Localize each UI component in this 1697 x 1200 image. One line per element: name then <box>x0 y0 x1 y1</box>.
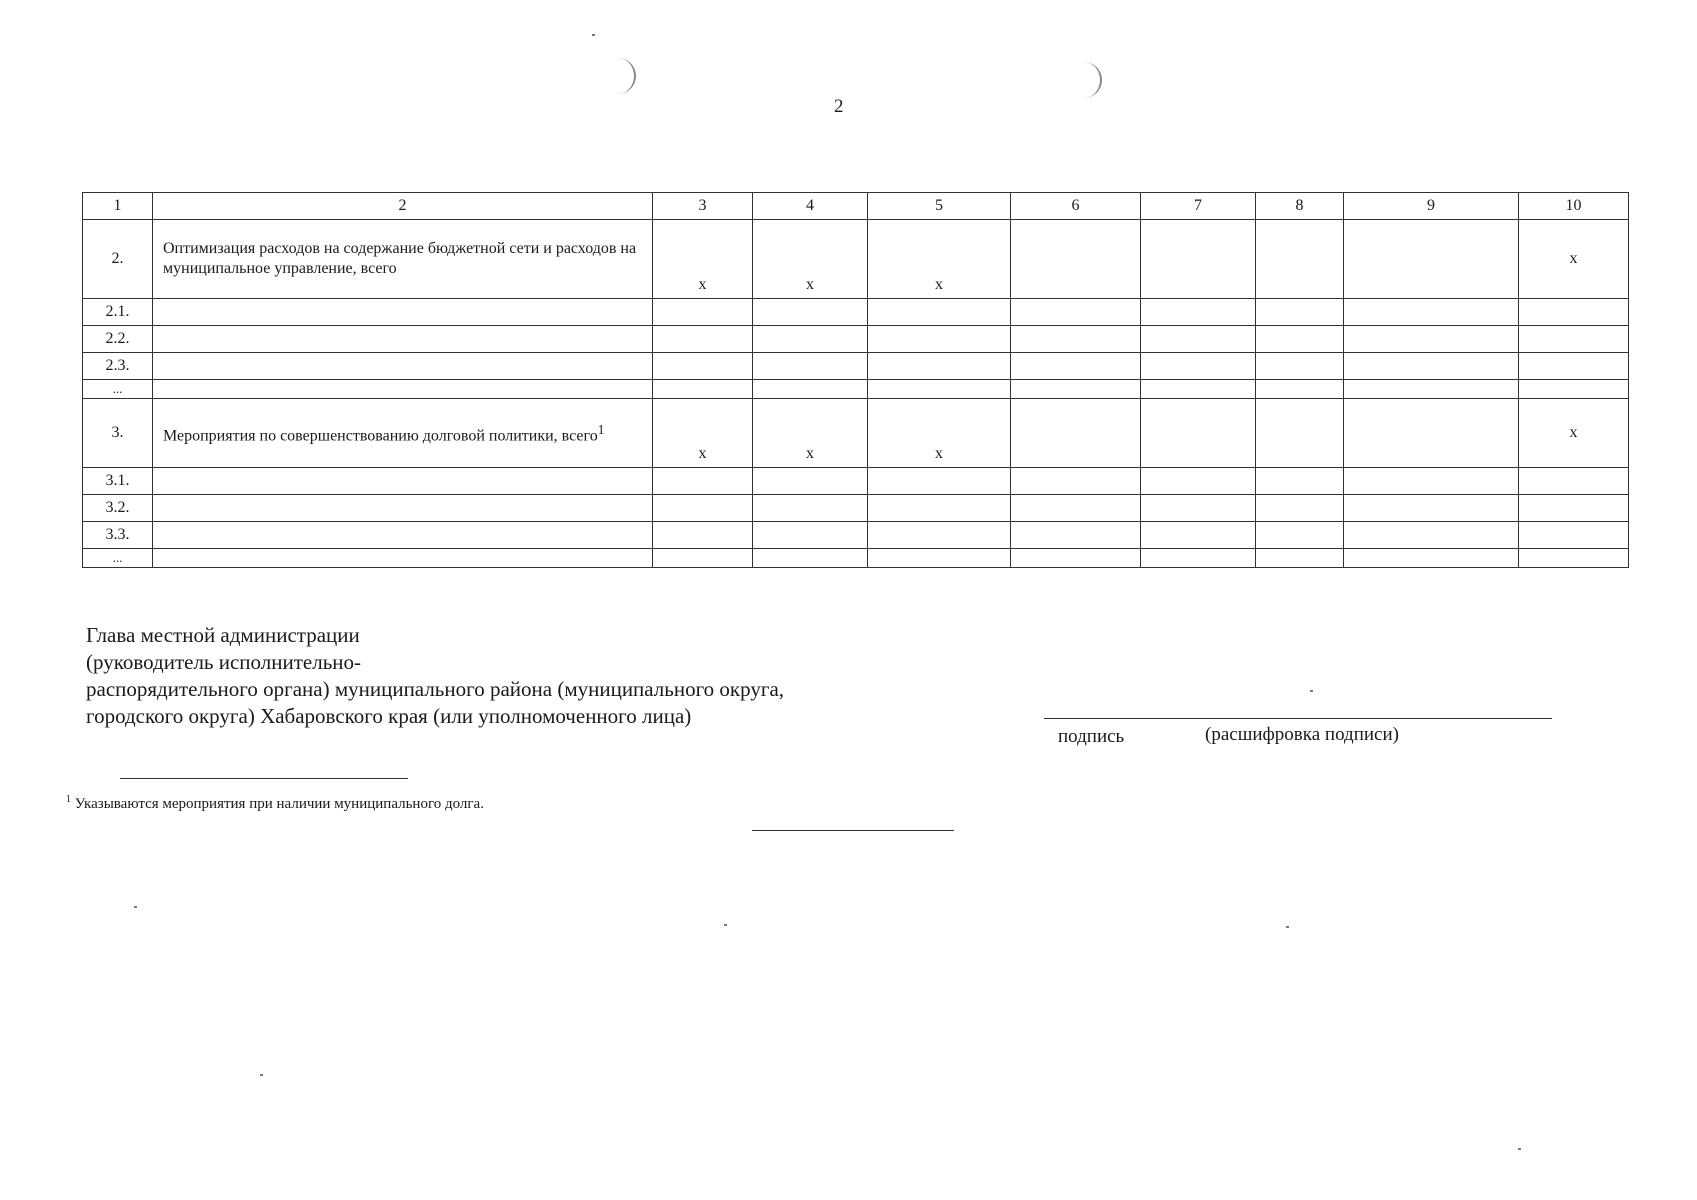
column-header: 8 <box>1256 193 1344 220</box>
row-mark: x <box>753 399 868 468</box>
signature-decode-caption: (расшифровка подписи) <box>1205 724 1399 745</box>
signatory-title <box>86 622 784 730</box>
scan-speck <box>724 924 727 926</box>
row-number: 3.3. <box>83 522 153 549</box>
row-mark: x <box>753 220 868 299</box>
column-header: 2 <box>153 193 653 220</box>
row-number: ... <box>83 380 153 399</box>
table-row <box>83 353 1629 380</box>
scan-speck <box>1518 1148 1521 1150</box>
column-header: 5 <box>868 193 1011 220</box>
table-row <box>83 468 1629 495</box>
column-header: 3 <box>653 193 753 220</box>
row-mark: x <box>868 220 1011 299</box>
row-number: ... <box>83 549 153 568</box>
row-description: Оптимизация расходов на содержание бюджетной сети и расходов на муниципальное управление, всего <box>153 220 653 299</box>
signatory-line: распорядительного органа) муниципального района (муниципального округа, <box>86 677 785 701</box>
scan-speck <box>1286 926 1289 928</box>
table-row <box>83 522 1629 549</box>
column-header: 9 <box>1344 193 1519 220</box>
table-header-row <box>83 193 1629 220</box>
row-mark: x <box>653 220 753 299</box>
footnote-marker: 1 <box>66 794 71 805</box>
signature-caption: подпись <box>1058 726 1125 747</box>
column-header: 1 <box>83 193 153 220</box>
row-cell <box>1256 399 1344 468</box>
row-number: 2.2. <box>83 326 153 353</box>
scan-speck <box>1310 690 1313 692</box>
row-cell <box>1141 399 1256 468</box>
row-mark: x <box>868 399 1011 468</box>
footnote-ref: 1 <box>597 421 605 437</box>
signatory-line: городского округа) Хабаровского края (или уполномоченного лица) <box>86 704 692 728</box>
divider-line <box>752 830 954 831</box>
footnote-divider <box>120 778 408 779</box>
row-number: 3. <box>83 399 153 468</box>
row-number: 2. <box>83 220 153 299</box>
column-header: 4 <box>753 193 868 220</box>
row-number: 3.2. <box>83 495 153 522</box>
row-number: 2.1. <box>83 299 153 326</box>
table-row-ellipsis <box>83 549 1629 568</box>
row-number: 3.1. <box>83 468 153 495</box>
row-description <box>153 399 653 468</box>
page-number: 2 <box>834 96 844 117</box>
column-header: 7 <box>1141 193 1256 220</box>
table-row-ellipsis <box>83 380 1629 399</box>
scan-speck <box>134 906 137 908</box>
row-cell <box>1256 220 1344 299</box>
punch-hole-mark <box>612 58 636 94</box>
table-row <box>83 299 1629 326</box>
signatory-line: Глава местной администрации <box>86 623 360 647</box>
column-header: 6 <box>1011 193 1141 220</box>
signature-line <box>1044 718 1552 719</box>
row-mark: x <box>1519 220 1629 299</box>
measures-table <box>82 192 1629 568</box>
footnote-text: Указываются мероприятия при наличии муниципального долга. <box>74 796 484 812</box>
table-row-section <box>83 220 1629 299</box>
row-cell <box>1011 220 1141 299</box>
table-row <box>83 326 1629 353</box>
table-row <box>83 495 1629 522</box>
row-cell <box>1141 220 1256 299</box>
row-cell <box>1344 220 1519 299</box>
signatory-line: (руководитель исполнительно- <box>86 650 362 674</box>
row-cell <box>1344 399 1519 468</box>
row-description-text: Мероприятия по совершенствованию долговой политики, всего <box>163 427 598 445</box>
row-number: 2.3. <box>83 353 153 380</box>
footnote <box>66 794 484 813</box>
scan-speck <box>592 34 595 36</box>
table-row-section <box>83 399 1629 468</box>
column-header: 10 <box>1519 193 1629 220</box>
punch-hole-mark <box>1078 62 1102 98</box>
scan-speck <box>260 1074 263 1076</box>
row-cell <box>1011 399 1141 468</box>
row-mark: x <box>653 399 753 468</box>
row-mark: x <box>1519 399 1629 468</box>
